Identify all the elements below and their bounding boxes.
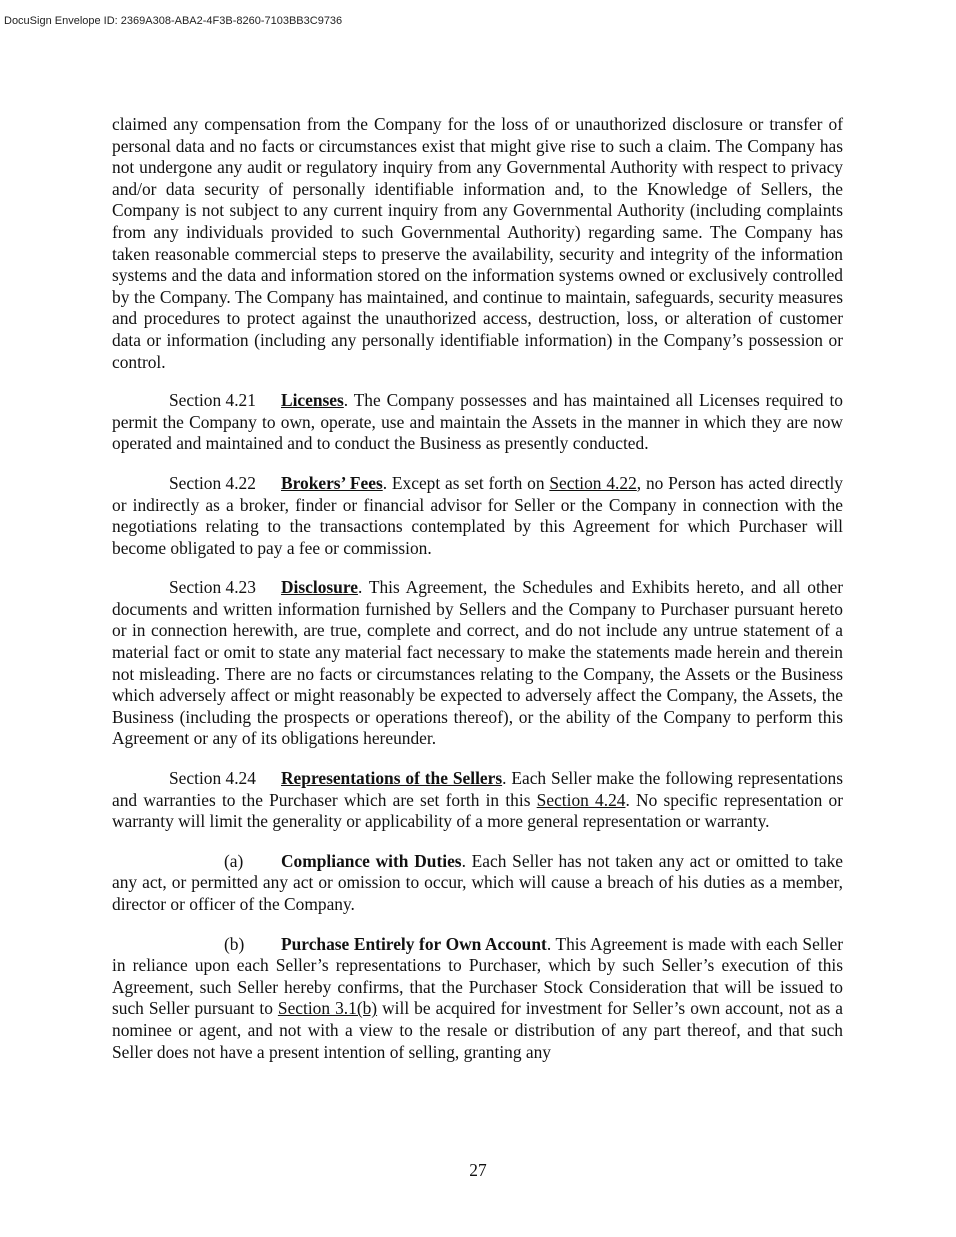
section-number: Section 4.24: [169, 768, 256, 789]
section-reference: Section 4.22: [549, 472, 637, 493]
section-text: . This Agreement, the Schedules and Exhibits hereto, and all other documents and written information furnished by Sellers and the Company to Purchaser pursuant hereto or in connection herewith, are true, complete and correct, and do not include any untrue statement of a material fact or omit to state any material fact necessary to make the statements made herein and therein not misleading. There are no facts or circumstances relating to the Company, the Assets or the Business which adversely affect or might reasonably be expected to adversely affect the Company, the Assets, the Business (including the prospects or operations thereof), or the ability of the Company to perform this Agreement or any of its obligations hereunder.: [112, 577, 843, 749]
section-heading: Disclosure: [281, 577, 358, 598]
subsection-a: [112, 851, 843, 916]
subsection-heading: Compliance with Duties: [281, 850, 462, 871]
subsection-label: (b): [224, 933, 245, 954]
subsection-heading: Purchase Entirely for Own Account: [281, 933, 547, 954]
subsection-text: will be acquired for investment for Seller’s own account, not as a nominee or agent, and not with a view to the resale or distribution of any part thereof, and that such Seller does not have a present intention of selling, granting any: [112, 998, 844, 1062]
subsection-label: (a): [224, 850, 244, 871]
section-text: . Except as set forth on: [382, 472, 550, 493]
section-number: Section 4.23: [169, 577, 256, 598]
section-text: . No specific representation or warranty will limit the generality or applicability of a more general representation or warranty.: [112, 789, 843, 832]
section-number: Section 4.21: [169, 390, 256, 411]
section-4-23: [112, 577, 843, 750]
section-heading: Brokers’ Fees: [281, 472, 383, 493]
subsection-text: . This Agreement is made with each Seller in reliance upon each Seller’s representations to Purchaser, which by such Seller’s execution of this Agreement, such Seller hereby confirms, that the Purchaser Stock Consideration that will be issued to such Seller pursuant to: [112, 933, 843, 1019]
subsection-text: . Each Seller has not taken any act or omitted to take any act, or permitted any act or omission to occur, which will cause a breach of his duties as a member, director or officer of the Company.: [112, 850, 843, 914]
section-text: . Each Seller make the following representations and warranties to the Purchaser which are set forth in this: [112, 768, 843, 810]
document-body: [112, 114, 843, 1081]
section-reference: Section 3.1(b): [277, 998, 378, 1019]
section-4-22: [112, 473, 843, 559]
section-heading: Representations of the Sellers: [281, 768, 503, 789]
intro-paragraph: claimed any compensation from the Company for the loss of or unauthorized disclosure or transfer of personal data and no facts or circumstances exist that might give rise to such a claim. The Company has not undergone any audit or regulatory inquiry from any Governmental Authority with respect to privacy and/or data security of personally identifiable information and, to the Knowledge of Sellers, the Company is not subject to any current inquiry from any Governmental Authority (including complaints from any individuals provided to such Governmental Authority) regarding same. The Company has taken reasonable commercial steps to preserve the availability, security and integrity of the information systems and the data and information stored on the information systems owned or exclusively controlled by the Company. The Company has maintained, and continue to maintain, safeguards, security measures and procedures to protect against the unauthorized access, destruction, loss, or alteration of customer data or information (including any personally identifiable information) in the Company’s possession or control.: [112, 114, 843, 372]
section-number: Section 4.22: [169, 472, 256, 493]
subsection-b: [112, 934, 843, 1064]
section-4-21: [112, 390, 843, 455]
page-number: 27: [469, 1160, 487, 1180]
section-4-24: [112, 768, 843, 833]
section-heading: Licenses: [281, 390, 344, 411]
section-text: . The Company possesses and has maintained all Licenses required to permit the Company to own, operate, use and maintain the Assets in the manner in which they are now operated and maintained and to conduct the Business as presently conducted.: [112, 390, 843, 454]
section-reference: Section 4.24: [536, 789, 626, 810]
section-text: , no Person has acted directly or indirectly as a broker, finder or financial advisor for Seller or the Company in connection with the negotiations relating to the transactions contemplated by this Agreement for which Purchaser will become obligated to pay a fee or commission.: [112, 472, 843, 558]
docusign-envelope-id: DocuSign Envelope ID: 2369A308-ABA2-4F3B-8260-7103BB3C9736: [4, 15, 343, 27]
